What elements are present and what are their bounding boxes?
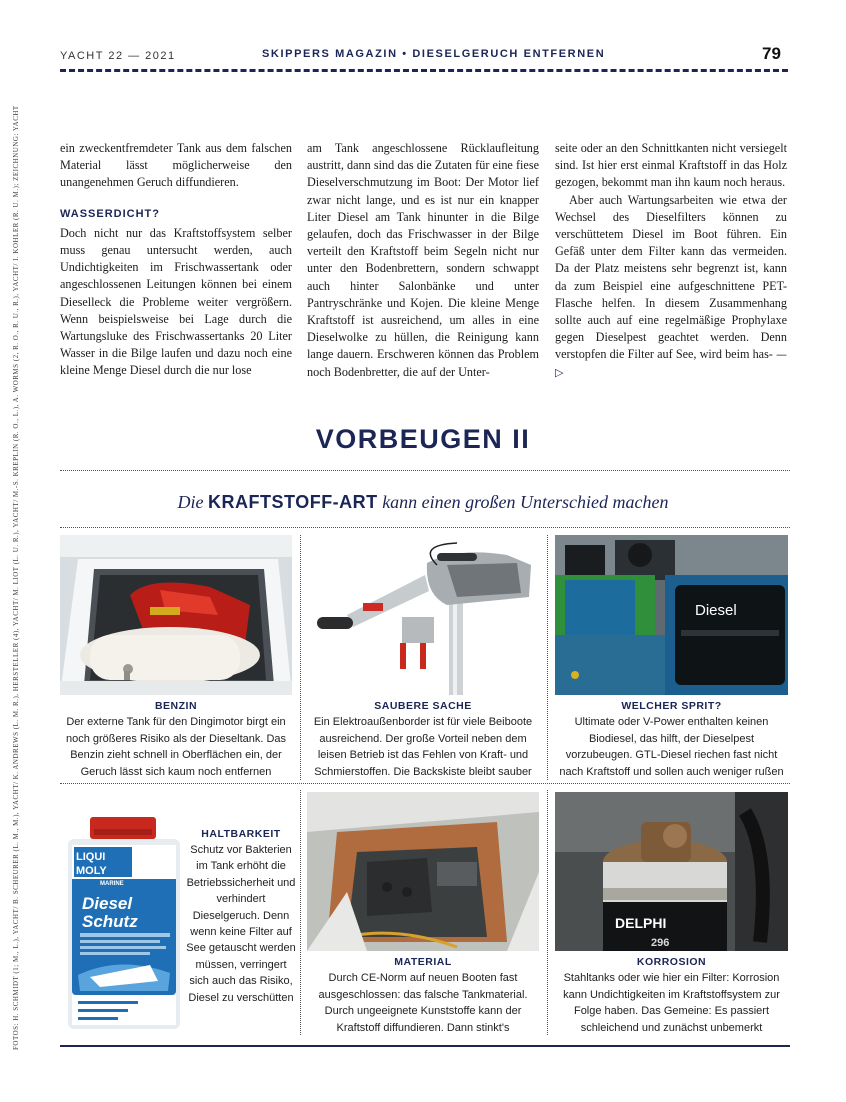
footer-rule	[60, 1045, 790, 1047]
body-column-3	[555, 140, 787, 381]
grid-separator	[547, 535, 548, 780]
card-text: Ein Elektroaußenborder ist für viele Beiboote ausreichend. Der große Vorteil neben dem leisen Betrieb ist das Fehlen von Kraft- und Schmierstoffen. Die Backskiste bleibt sauber	[313, 716, 533, 778]
card-text: Der externe Tank für den Dingimotor birgt ein noch größeres Risiko als der Dieseltank. Das Benzin zieht schnell in Oberflächen ein, der Geruch lässt sich kaum noch entfernen	[65, 716, 287, 778]
photo-diesel-pumps	[555, 535, 788, 695]
card-title: BENZIN	[154, 700, 198, 712]
card-text: Stahltanks oder wie hier ein Filter: Korrosion kann Undichtigkeiten im Kraftstoffsystem zur Folge haben. Das Gemeine: Es passiert schleichend und zunächst unbemerkt	[563, 972, 780, 1034]
col1-paragraph: Doch nicht nur das Kraftstoffsystem selber muss genau untersucht werden, auch Undichtigkeiten im Frischwassertank oder angeschlossenen Leitungen können bei einem Dieselleck die Probleme weiter vergrößern. Wenn beispielsweise bei Lage durch die Wartungsluke des Frischwassertanks 20 Liter Wasser in die Bilge laufen und dazu noch eine kleine Menge Diesel durch die nur lose	[60, 225, 292, 378]
card-title: MATERIAL	[394, 956, 452, 968]
kicker-post: kann einen großen Unterschied machen	[382, 492, 669, 512]
grid-separator	[547, 790, 548, 1035]
issue-label: YACHT 22 — 2021	[60, 50, 176, 62]
filter-number-label: 296	[651, 937, 670, 949]
brand-line-1: LIQUI	[76, 851, 106, 863]
brand-line-2: MOLY	[76, 865, 107, 877]
grid-separator	[300, 535, 301, 780]
section-running-head: SKIPPERS MAGAZIN • DIESELGERUCH ENTFERNEN	[262, 48, 606, 60]
body-column-2	[307, 140, 539, 381]
kicker-bold: KRAFTSTOFF-ART	[208, 492, 378, 512]
photo-corroded-filter	[555, 792, 788, 951]
col1-intro: ein zweckentfremdeter Tank aus dem falschen Material lässt möglicherweise den unangenehmen Geruch diffundieren.	[60, 141, 292, 190]
card-text: Durch CE-Norm auf neuen Booten fast ausgeschlossen: das falsche Tankmaterial. Durch ungeeignete Kunststoffe kann der Kraftstoff diffundieren. Dann stinkt's	[318, 972, 528, 1034]
kicker-pre: Die	[177, 492, 204, 512]
page-number: 79	[762, 44, 781, 63]
card-text: Schutz vor Bakterien im Tank erhöht die Betriebssicherheit und verhindert Dieselgeruch. Denn wenn keine Filter auf See getauscht werden müssen, verringert sich auch das Risiko, Diesel zu verschütten	[186, 844, 296, 1004]
station-sign-label: Diesel	[695, 602, 737, 619]
photo-tank-bay	[307, 792, 539, 951]
card-title: SAUBERE SACHE	[374, 700, 472, 712]
card-title: HALTBARKEIT	[201, 828, 281, 840]
photo-credits-text: FOTOS: H. SCHMIDT (1; M., L.), YACHT/ B. SCHEURER (L. M., M.), YACHT/ K. ANDREWS (L. M. R.), HERSTELLER (4), YACHT/ M. LIOT (L. U. R.), YACHT/ M.-S. KREPLIN (R. O., L.), A. WORMS (2, R. O., R. U., R.), YACHT/ I. KOHLER (R. U. M.); ZEICHNUNG: YACHT	[12, 105, 20, 1050]
dotted-rule-top	[60, 470, 790, 471]
product-line-2: Schutz	[82, 912, 138, 931]
card-title: KORROSION	[636, 956, 707, 968]
grid-separator	[300, 790, 301, 1035]
photo-electric-outboard	[307, 535, 539, 695]
dotted-rule-kicker	[60, 527, 790, 528]
section-kicker	[0, 492, 846, 513]
body-column-1	[60, 140, 292, 380]
photo-credits	[8, 105, 28, 1050]
section-title: VORBEUGEN II	[315, 424, 531, 454]
card-title: WELCHER SPRIT?	[621, 700, 722, 712]
card-text: Ultimate oder V-Power enthalten keinen Biodiesel, das hilft, der Dieselpest vorzubeugen. GTL-Diesel riechen fast nicht nach Kraftstoff und sollen auch weniger rußen	[559, 716, 784, 778]
photo-fuel-locker	[60, 535, 292, 695]
product-line-1: Diesel	[82, 894, 133, 913]
photo-diesel-schutz-product	[60, 815, 185, 1035]
dotted-rule-middle	[60, 783, 790, 784]
col3-paragraph-2: Aber auch Wartungsarbeiten wie etwa der Wechsel des Dieselfilters können zu verschüttetem Diesel im Boot führen. Ein Gefäß unter dem Filter kann das vermeiden. Da der Platz meistens sehr begrenzt ist, kann da zum Beispiel eine aufgeschnittene PET-Flasche helfen. In diesem Zusammenhang sollte auch auf eine regelmäßige Prophylaxe gegen Dieselpest geachtet werden. Denn verstopfen die Filter auf See, wird beim has-	[555, 192, 787, 362]
subheading-wasserdicht: WASSERDICHT?	[60, 207, 160, 220]
continue-arrow-icon: —▷	[555, 348, 788, 379]
col3-paragraph-1: seite oder an den Schnittkanten nicht versiegelt sind. Ist hier erst einmal Kraftstoff in das Holz gezogen, bekommt man ihn kaum noch heraus.	[555, 141, 787, 190]
filter-brand-label: DELPHI	[615, 915, 667, 931]
col2-paragraph: am Tank angeschlossene Rücklaufleitung austritt, dann sind das die Zutaten für eine fiese Dieselverschmutzung im Boot: Der Motor lief zwar nicht lange, und es ist nur ein knapper Liter Diesel am Tank hinunter in die Bilge gelaufen, doch das Frischwasser in der Bilge verteilt den Kraftstoff beim Segeln nicht nur unter den Bodenbrettern, sondern schwappt auch hinter Salonbänke und unter Pantryschränke und Kojen. Die kleine Menge Kraftstoff ist ausreichend, um alles in eine Dieselwolke zu hüllen, die Reinigung kann lange dauern. Erschweren können das Problem noch Bodenbretter, die auf der Unter-	[307, 141, 539, 379]
brand-sub: MARINE	[100, 881, 124, 887]
header-rule	[60, 69, 788, 72]
